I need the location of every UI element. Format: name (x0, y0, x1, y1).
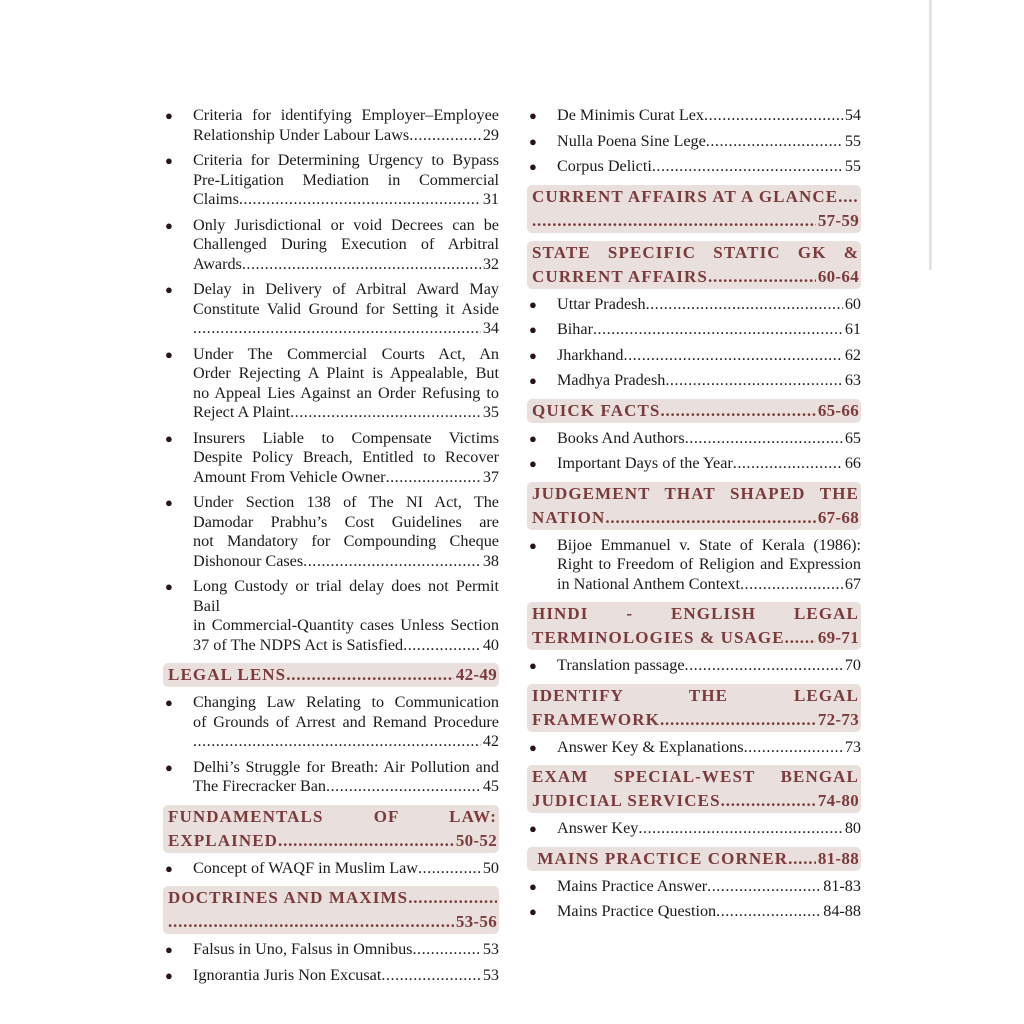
dot-leader (638, 819, 842, 839)
entry-title-line: Ignorantia Juris Non Excusat (193, 965, 382, 984)
page-number: 50-52 (455, 830, 497, 850)
bullet-icon: ● (165, 153, 173, 168)
toc-entry-concept-of-waqf-in-muslim-law[interactable] (163, 859, 499, 879)
entry-title-line: CURRENT AFFAIRS AT A GLANCE (532, 186, 839, 206)
entry-title-line: FRAMEWORK (532, 709, 660, 729)
bullet-icon: ● (529, 133, 537, 149)
toc-entry-answer-key[interactable] (527, 819, 861, 839)
page-number: 63 (844, 371, 861, 389)
entry-title-line: Damodar Prabhu’s Cost Guidelines are (193, 512, 499, 531)
dot-leader (744, 738, 843, 758)
dot-leader (785, 626, 816, 650)
bullet-icon: ● (165, 282, 173, 297)
entry-title-line: Bijoe Emmanuel v. State of Kerala (1986): (557, 535, 861, 554)
entry-title-line: DOCTRINES AND MAXIMS (168, 888, 409, 907)
toc-entry-criteria-for-identifying-employer-employ[interactable] (163, 106, 499, 145)
page-number: 60 (844, 294, 861, 313)
entry-title-line: Pre-Litigation Mediation in Commercial (193, 170, 499, 189)
dot-leader (381, 966, 480, 986)
dot-leader (708, 265, 816, 289)
entry-title-line: EXPLAINED (168, 830, 279, 850)
page-number: 81-88 (817, 848, 859, 868)
bullet-icon: ● (529, 456, 537, 471)
page-number: 53-56 (455, 912, 497, 931)
bullet-icon: ● (529, 347, 537, 363)
entry-title-line: HINDI - ENGLISH LEGAL (532, 604, 859, 623)
dot-leader (733, 454, 843, 474)
dot-leader (838, 185, 859, 209)
toc-entry-criteria-for-determining-urgency-to-bypa[interactable] (163, 151, 499, 210)
entry-title-line: Books And Authors (557, 428, 685, 447)
toc-entry-bihar[interactable] (527, 320, 861, 340)
toc-entry-de-minimis-curat-lex[interactable] (527, 106, 861, 126)
entry-title-line: Claims (193, 190, 239, 208)
page-number: 29 (482, 125, 499, 144)
dot-leader (386, 468, 481, 488)
toc-left-column (163, 106, 499, 991)
entry-title-line: Constitute Valid Ground for Setting it Aside (193, 299, 499, 318)
entry-title-line: NATION (532, 507, 606, 527)
bullet-icon: ● (165, 942, 173, 957)
entry-title-line: Mains Practice Answer (557, 876, 708, 895)
dot-leader (193, 732, 481, 752)
entry-title-line: Reject A Plaint (193, 403, 291, 421)
page-number: 81-83 (823, 876, 861, 895)
bullet-icon: ● (529, 739, 537, 755)
entry-title-line: Insurers Liable to Compensate Victims (193, 428, 499, 447)
toc-entry-changing-law-relating-to-communication[interactable] (163, 693, 499, 752)
entry-title-line: De Minimis Curat Lex (557, 106, 705, 124)
toc-entry-ignorantia-juris-non-excusat[interactable] (163, 966, 499, 986)
entry-title-line: Delay in Delivery of Arbitral Award May (193, 280, 499, 298)
page-number: 57-59 (817, 210, 859, 230)
dot-leader (665, 371, 842, 391)
page-number: 53 (482, 965, 499, 984)
entry-title-line: Long Custody or trial delay does not Permit Bail (193, 577, 499, 615)
dot-leader (605, 506, 815, 530)
section-heading-mains-practice-corner[interactable] (527, 847, 861, 871)
dot-leader (660, 708, 816, 732)
page-number: 69-71 (817, 628, 859, 647)
dot-leader (788, 847, 816, 871)
dot-leader (412, 940, 480, 960)
dot-leader (685, 656, 843, 676)
toc-right-column (527, 106, 861, 928)
toc-entry-bijoe-emmanuel-v-state-of-kerala-1986[interactable] (527, 536, 861, 595)
toc-entry-important-days-of-the-year[interactable] (527, 454, 861, 474)
entry-title-line: Order Rejecting A Plaint is Appealable, But (193, 364, 499, 382)
bullet-icon: ● (529, 904, 537, 919)
entry-title-line: no Appeal Lies Against an Order Refusing to (193, 383, 499, 402)
toc-entry-uttar-pradesh[interactable] (527, 295, 861, 315)
page-number: 72-73 (817, 709, 859, 729)
page-number: 70 (844, 656, 861, 674)
section-heading-quick-facts[interactable] (527, 399, 861, 423)
entry-title-line: Corpus Delicti (557, 157, 652, 175)
entry-title-line: Despite Policy Breach, Entitled to Recover (193, 448, 499, 466)
page-number: 32 (482, 254, 499, 273)
section-heading-identify-the-legal[interactable] (527, 684, 861, 732)
entry-title-line: STATE SPECIFIC STATIC GK & (532, 242, 859, 262)
entry-title-line: in Commercial-Quantity cases Unless Section (193, 616, 499, 634)
entry-title-line: Amount From Vehicle Owner (193, 467, 386, 486)
dot-leader (418, 859, 481, 879)
dot-leader (704, 106, 843, 126)
entry-title-line: Bihar (557, 320, 593, 338)
toc-entry-answer-key-explanations[interactable] (527, 738, 861, 758)
toc-entry-delay-in-delivery-of-arbitral-award-may[interactable] (163, 280, 499, 339)
page-number: 55 (844, 157, 861, 175)
entry-title-line: Mains Practice Question (557, 902, 717, 920)
toc-entry-nulla-poena-sine-lege[interactable] (527, 132, 861, 152)
bullet-icon: ● (165, 579, 173, 594)
dot-leader (652, 157, 843, 177)
toc-entry-translation-passage[interactable] (527, 656, 861, 676)
entry-title-line: Jharkhand (557, 345, 624, 364)
dot-leader (239, 190, 481, 210)
bullet-icon: ● (529, 878, 537, 894)
page-number: 61 (844, 320, 861, 338)
entry-title-line: LEGAL LENS (168, 665, 287, 684)
entry-title-line: Under The Commercial Courts Act, An (193, 344, 499, 363)
section-heading-legal-lens[interactable] (163, 663, 499, 687)
bullet-icon: ● (165, 759, 173, 775)
section-heading-fundamentals-of-law[interactable] (163, 805, 499, 853)
entry-title-line: TERMINOLOGIES & USAGE (532, 628, 785, 647)
page-number: 42-49 (455, 665, 497, 684)
toc-entry-jharkhand[interactable] (527, 346, 861, 366)
bullet-icon: ● (529, 658, 537, 673)
dot-leader (707, 877, 821, 897)
bullet-icon: ● (165, 967, 173, 983)
bullet-icon: ● (529, 322, 537, 337)
bullet-icon: ● (165, 860, 173, 876)
toc-entry-delhi-s-struggle-for-breath-air-pollutio[interactable] (163, 758, 499, 797)
entry-title-line: Translation passage (557, 656, 685, 674)
entry-title-line: Under Section 138 of The NI Act, The (193, 493, 499, 511)
entry-title-line: FUNDAMENTALS OF LAW: (168, 806, 497, 826)
bullet-icon: ● (165, 495, 173, 510)
entry-title-line: Right to Freedom of Religion and Expression (557, 555, 861, 573)
bullet-icon: ● (165, 695, 173, 710)
dot-leader (303, 552, 481, 572)
dot-leader (532, 209, 816, 233)
toc-entry-under-section-138-of-the-ni-act-the[interactable] (163, 493, 499, 571)
dot-leader (168, 910, 454, 934)
entry-title-line: Awards (193, 254, 242, 273)
dot-leader (593, 320, 843, 340)
entry-title-line: CURRENT AFFAIRS (532, 266, 708, 286)
bullet-icon: ● (529, 373, 537, 388)
entry-title-line: Criteria for Determining Urgency to Bypass (193, 151, 499, 169)
entry-title-line: not Mandatory for Compounding Cheque (193, 532, 499, 550)
bullet-icon: ● (529, 159, 537, 174)
entry-title-line: JUDGEMENT THAT SHAPED THE (532, 483, 859, 503)
toc-entry-only-jurisdictional-or-void-decrees-can-[interactable] (163, 216, 499, 275)
page-number: 35 (482, 403, 499, 421)
dot-leader (326, 777, 481, 797)
page-number: 34 (482, 319, 499, 337)
section-heading-hindi-english-legal[interactable] (527, 602, 861, 650)
bullet-icon: ● (529, 537, 537, 553)
dot-leader (193, 319, 481, 339)
page-number: 31 (482, 190, 499, 208)
entry-title-line: Only Jurisdictional or void Decrees can be (193, 215, 499, 234)
dot-leader (685, 429, 843, 449)
page-number: 84-88 (823, 902, 861, 920)
entry-title-line: Uttar Pradesh (557, 294, 646, 313)
entry-title-line: Important Days of the Year (557, 454, 733, 472)
entry-title-line: Dishonour Cases (193, 551, 304, 570)
bullet-icon: ● (165, 346, 173, 362)
dot-leader (286, 663, 454, 687)
toc-entry-insurers-liable-to-compensate-victims[interactable] (163, 429, 499, 488)
page-number: 50 (482, 858, 499, 877)
entry-title-line: in National Anthem Context (557, 574, 740, 593)
page-number: 65 (844, 428, 861, 447)
toc-entry-mains-practice-answer[interactable] (527, 877, 861, 897)
page-number: 60-64 (817, 266, 859, 286)
entry-title-line: Delhi’s Struggle for Breath: Air Pollution and (193, 757, 499, 776)
entry-title-line: Changing Law Relating to Communication (193, 693, 499, 711)
dot-leader (646, 295, 843, 315)
page-number: 80 (844, 819, 861, 837)
entry-title-line: JUDICIAL SERVICES (532, 791, 721, 810)
bullet-icon: ● (165, 217, 173, 233)
page-number: 40 (482, 635, 499, 654)
dot-leader (242, 255, 481, 275)
toc-entry-books-and-authors[interactable] (527, 429, 861, 449)
entry-title-line: Answer Key & Explanations (557, 737, 744, 756)
entry-title-line: 37 of The NDPS Act is Satisfied (193, 635, 404, 654)
dot-leader (408, 886, 497, 910)
page-number: 53 (482, 940, 499, 958)
entry-title-line: Criteria for identifying Employer–Employee (193, 106, 499, 124)
dot-leader (290, 403, 481, 423)
entry-title-line: Concept of WAQF in Muslim Law (193, 858, 418, 877)
page-number: 73 (844, 737, 861, 756)
bullet-icon: ● (529, 821, 537, 836)
page-number: 38 (482, 551, 499, 570)
dot-leader (409, 126, 481, 146)
section-heading-exam-special-west-bengal[interactable] (527, 765, 861, 813)
entry-title-line: IDENTIFY THE LEGAL (532, 685, 859, 705)
section-heading-current-affairs-at-a-glance[interactable] (527, 185, 861, 233)
dot-leader (721, 789, 816, 813)
bullet-icon: ● (529, 108, 537, 123)
bullet-icon: ● (165, 430, 173, 446)
page-number: 54 (844, 106, 861, 124)
dot-leader (716, 902, 821, 922)
entry-title-line: EXAM SPECIAL-WEST BENGAL (532, 767, 859, 786)
section-heading-doctrines-and-maxims[interactable] (163, 886, 499, 934)
dot-leader (624, 346, 843, 366)
entry-title-line: Challenged During Execution of Arbitral (193, 235, 499, 253)
page-number: 45 (482, 777, 499, 795)
entry-title-line: Relationship Under Labour Laws (193, 125, 410, 144)
dot-leader (660, 399, 815, 423)
entry-title-line: MAINS PRACTICE CORNER (532, 848, 789, 868)
page-edge-shadow (929, 0, 932, 270)
entry-title-line: The Firecracker Ban (193, 777, 327, 795)
page-number: 65-66 (817, 400, 859, 420)
entry-title-line: Falsus in Uno, Falsus in Omnibus (193, 940, 413, 958)
toc-entry-mains-practice-question[interactable] (527, 902, 861, 922)
entry-title-line: Madhya Pradesh (557, 371, 666, 389)
toc-entry-under-the-commercial-courts-act-an[interactable] (163, 345, 499, 423)
page-number: 62 (844, 345, 861, 364)
entry-title-line: of Grounds of Arrest and Remand Procedure (193, 712, 499, 731)
dot-leader (706, 132, 843, 152)
dot-leader (403, 636, 481, 656)
page-number: 67-68 (817, 507, 859, 527)
section-heading-state-specific-static-gk[interactable] (527, 241, 861, 289)
bullet-icon: ● (529, 430, 537, 446)
bullet-icon: ● (529, 296, 537, 312)
toc-entry-madhya-pradesh[interactable] (527, 371, 861, 391)
page-number: 67 (844, 574, 861, 593)
page-number: 42 (482, 732, 499, 750)
dot-leader (278, 829, 454, 853)
page-number: 55 (844, 131, 861, 150)
dot-leader (740, 575, 843, 595)
page-number: 74-80 (817, 791, 859, 810)
entry-title-line: Answer Key (557, 819, 639, 837)
page-number: 66 (844, 454, 861, 472)
entry-title-line: Nulla Poena Sine Lege (557, 131, 706, 150)
bullet-icon: ● (165, 108, 173, 123)
section-heading-judgement-that-shaped-the[interactable] (527, 482, 861, 530)
entry-title-line: QUICK FACTS (532, 400, 661, 420)
toc-entry-falsus-in-uno-falsus-in-omnibus[interactable] (163, 940, 499, 960)
toc-entry-corpus-delicti[interactable] (527, 157, 861, 177)
toc-entry-long-custody-or-trial-delay-does-not-per[interactable] (163, 577, 499, 655)
page-number: 37 (482, 467, 499, 486)
